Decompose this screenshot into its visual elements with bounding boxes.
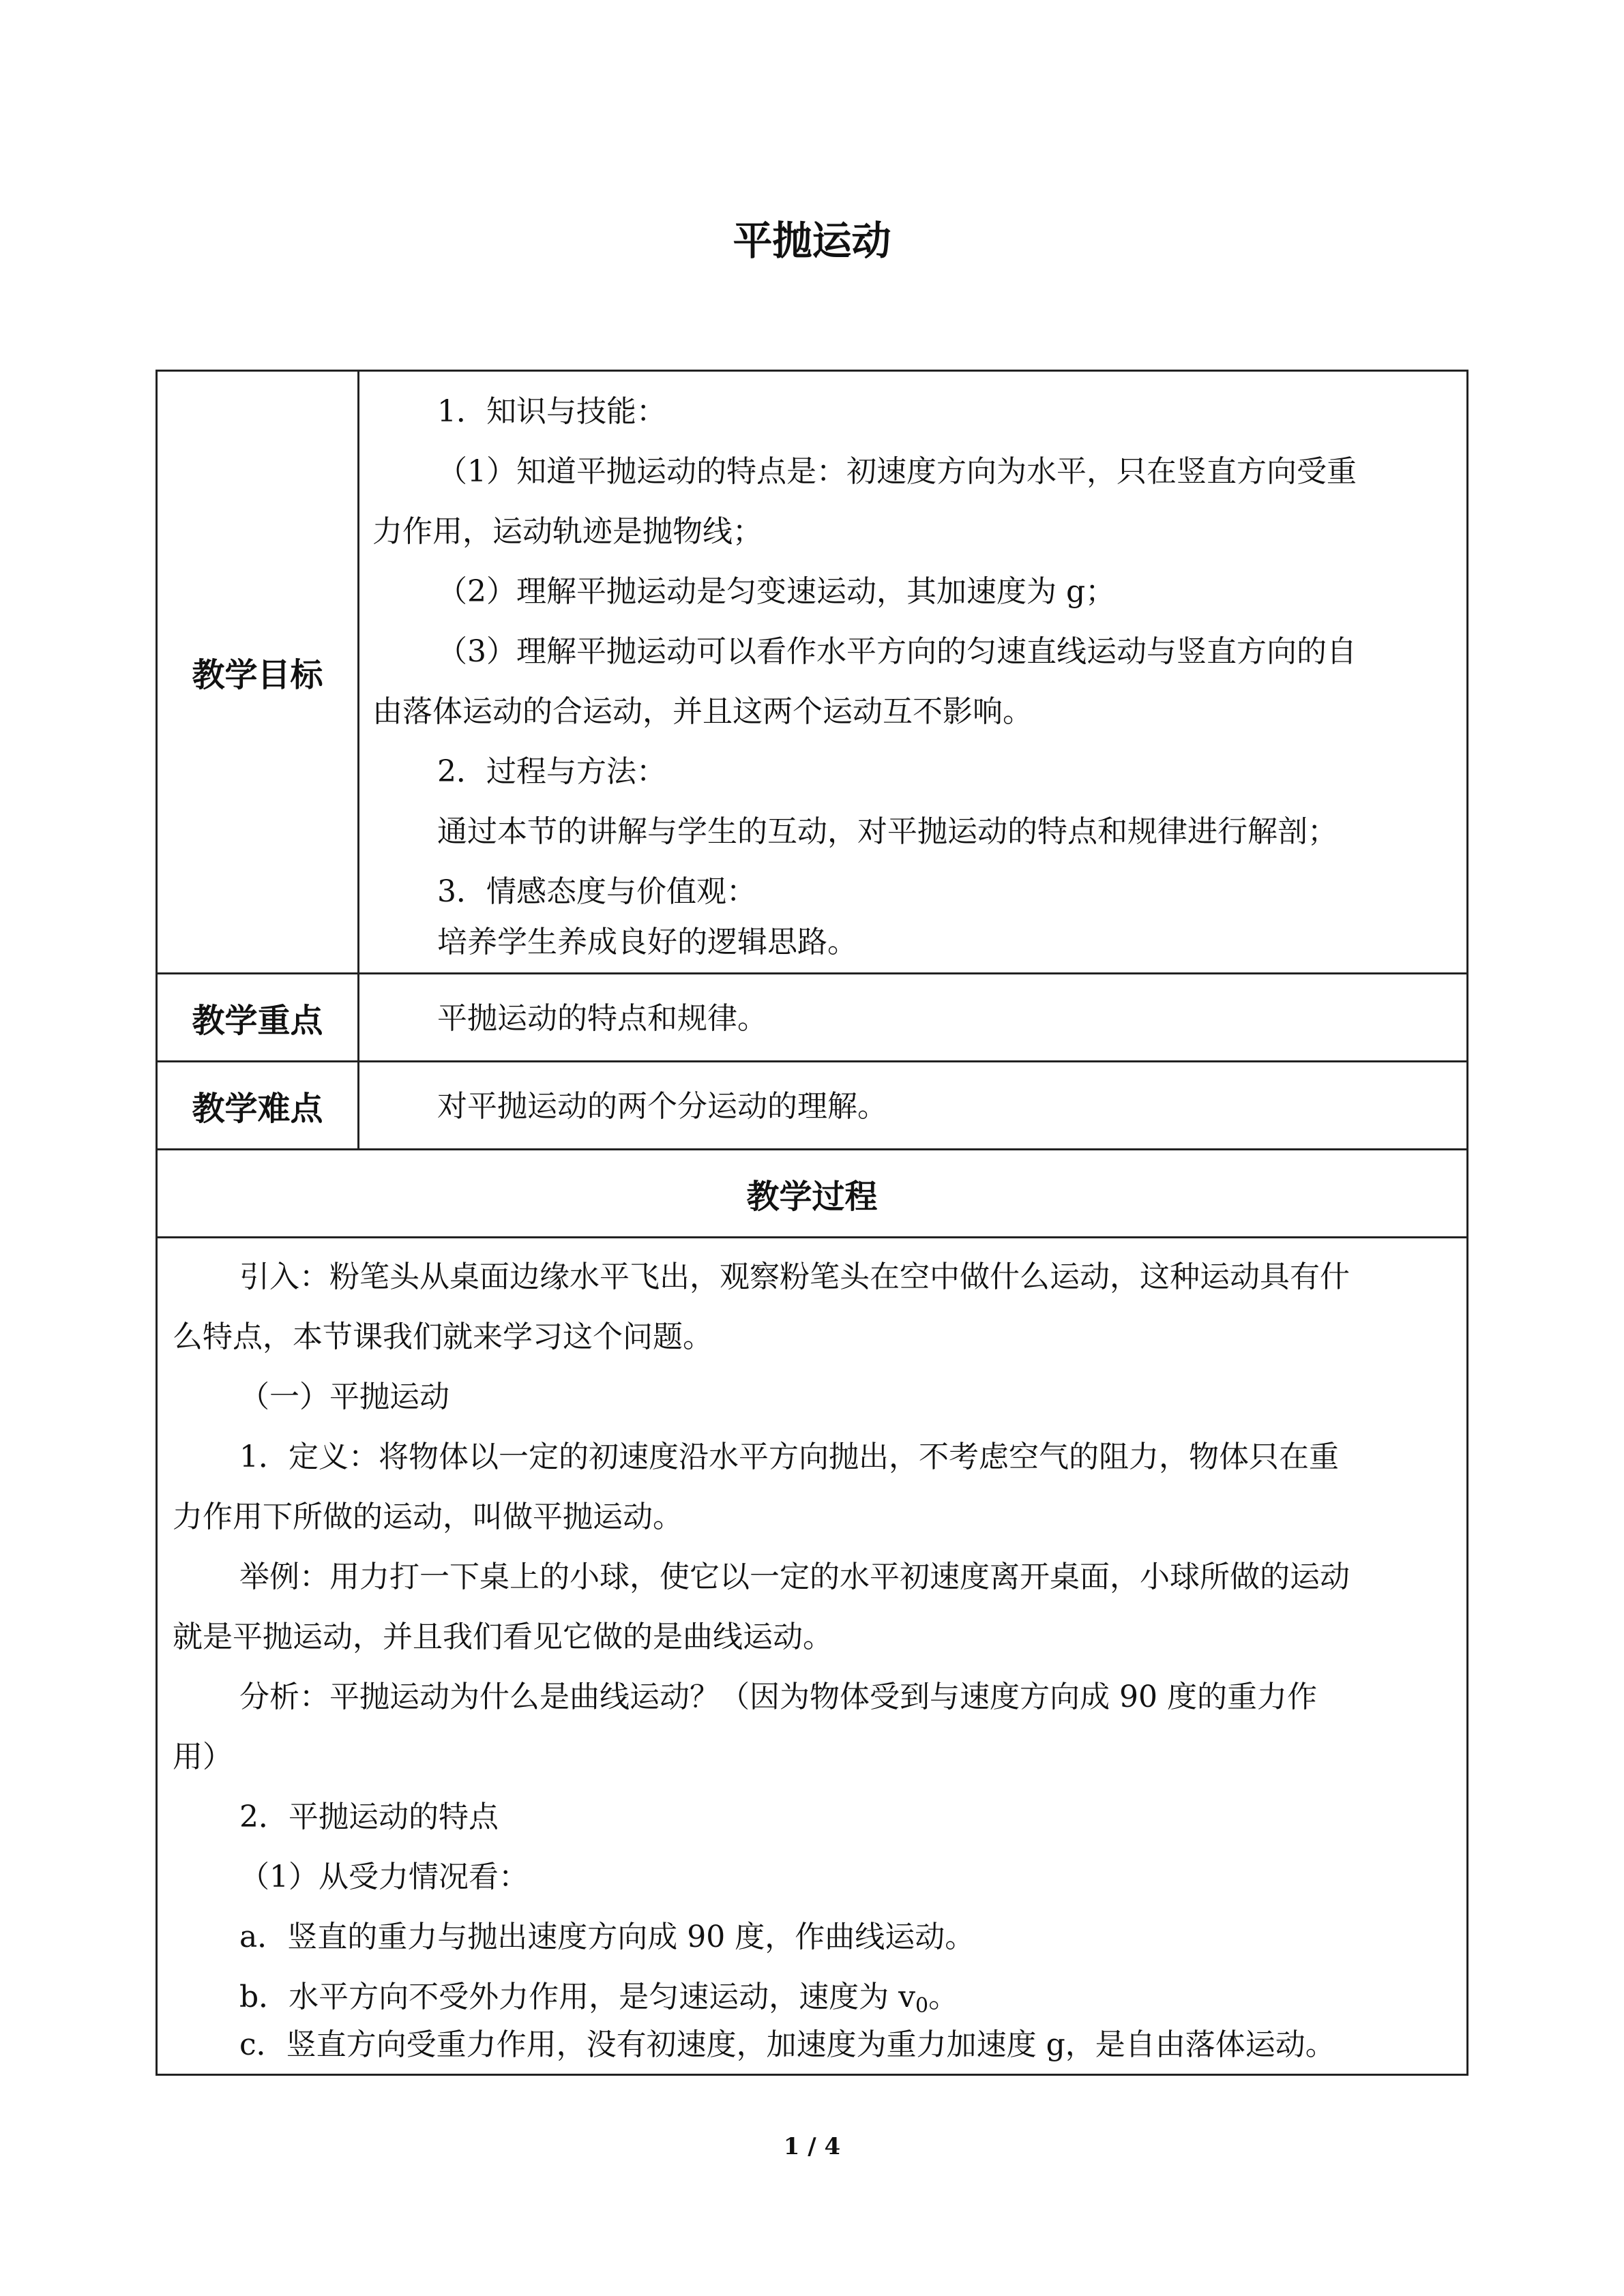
objective-line: 培养学生养成良好的逻辑思路。 xyxy=(437,925,857,959)
process-line: 用） xyxy=(173,1740,233,1774)
objective-line: （3）理解平抛运动可以看作水平方向的匀速直线运动与竖直方向的自 xyxy=(437,634,1357,669)
difficulty-text: 对平抛运动的两个分运动的理解。 xyxy=(437,1089,887,1124)
objective-line: （1）知道平抛运动的特点是：初速度方向为水平，只在竖直方向受重 xyxy=(437,454,1357,489)
process-line: 举例：用力打一下桌上的小球，使它以一定的水平初速度离开桌面，小球所做的运动 xyxy=(239,1560,1350,1594)
process-line: 么特点，本节课我们就来学习这个问题。 xyxy=(173,1320,713,1354)
lesson-table xyxy=(156,370,1468,2076)
objective-line: 1．知识与技能： xyxy=(437,394,666,429)
objective-line: 由落体运动的合运动，并且这两个运动互不影响。 xyxy=(372,694,1033,729)
process-heading: 教学过程 xyxy=(746,1177,878,1216)
process-line: （一）平抛运动 xyxy=(239,1380,449,1414)
label-column-divider xyxy=(357,372,359,1148)
process-line: 1．定义：将物体以一定的初速度沿水平方向抛出，不考虑空气的阻力，物体只在重 xyxy=(239,1440,1339,1474)
objective-line: 通过本节的讲解与学生的互动，对平抛运动的特点和规律进行解剖； xyxy=(437,814,1338,849)
objective-line: 力作用，运动轨迹是抛物线； xyxy=(372,514,763,549)
process-line: c．竖直方向受重力作用，没有初速度，加速度为重力加速度 g，是自由落体运动。 xyxy=(239,2027,1335,2062)
objective-line: 2．过程与方法： xyxy=(437,754,666,789)
process-line: a．竖直的重力与抛出速度方向成 90 度，作曲线运动。 xyxy=(239,1920,975,1954)
velocity-end: 。 xyxy=(928,1980,959,2014)
process-line: 力作用下所做的运动，叫做平抛运动。 xyxy=(173,1500,683,1534)
velocity-text: b．水平方向不受外力作用，是匀速运动，速度为 v xyxy=(239,1980,916,2014)
objective-line: 3．情感态度与价值观： xyxy=(437,874,756,909)
page-number: 1 / 4 xyxy=(783,2133,841,2160)
velocity-subscript: 0 xyxy=(915,1994,929,2018)
process-line: 引入：粉笔头从桌面边缘水平飞出，观察粉笔头在空中做什么运动，这种运动具有什 xyxy=(239,1259,1350,1294)
page-title: 平抛运动 xyxy=(733,218,891,264)
process-line: （1）从受力情况看： xyxy=(239,1860,529,1894)
objectives-label: 教学目标 xyxy=(192,656,323,694)
difficulty-label: 教学难点 xyxy=(192,1089,323,1128)
process-line: 2．平抛运动的特点 xyxy=(239,1800,499,1834)
row-divider-4 xyxy=(158,1236,1466,1238)
key-point-text: 平抛运动的特点和规律。 xyxy=(437,1001,767,1036)
key-point-label: 教学重点 xyxy=(192,1001,323,1040)
objective-line: （2）理解平抛运动是匀变速运动，其加速度为 g； xyxy=(437,574,1116,609)
process-line: 就是平抛运动，并且我们看见它做的是曲线运动。 xyxy=(173,1620,833,1654)
process-line: 分析：平抛运动为什么是曲线运动？（因为物体受到与速度方向成 90 度的重力作 xyxy=(239,1680,1317,1714)
